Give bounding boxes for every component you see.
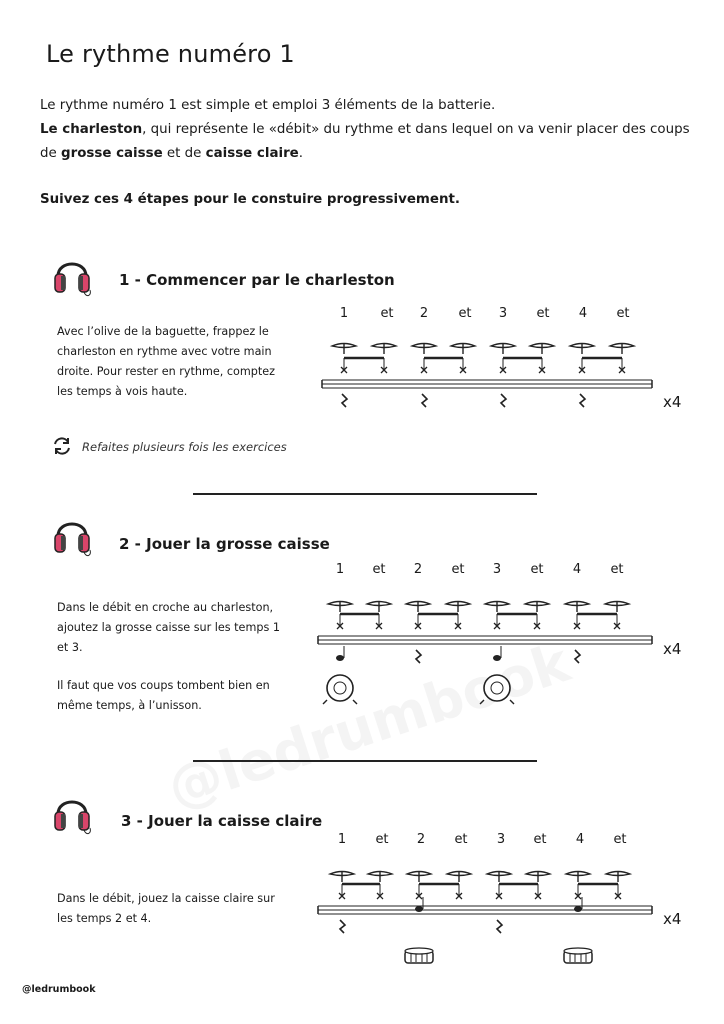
count-label: 1 xyxy=(337,832,347,847)
count-label: 4 xyxy=(578,306,588,321)
intro-grosse-caisse: grosse caisse xyxy=(61,146,163,161)
count-label: 4 xyxy=(572,562,582,577)
intro-caisse-claire: caisse claire xyxy=(205,146,299,161)
count-label: et xyxy=(372,562,386,577)
snare-note xyxy=(574,906,582,912)
quarter-rest xyxy=(342,394,347,407)
headphones-icon xyxy=(52,512,92,558)
intro-end: . xyxy=(298,146,304,161)
intro-line1: Le rythme numéro 1 est simple et emploi 3 éléments de la batterie. xyxy=(40,98,496,113)
count-label: et xyxy=(458,306,472,321)
snare-drum-head xyxy=(564,948,592,954)
count-label: 3 xyxy=(498,306,508,321)
staff-group xyxy=(318,872,652,964)
bass-drum-head xyxy=(334,682,346,694)
bass-note xyxy=(336,655,344,661)
count-label: et xyxy=(610,562,624,577)
staff-group xyxy=(322,344,652,408)
bass-note xyxy=(493,655,501,661)
count-label: 2 xyxy=(419,306,429,321)
intro-charleston: Le charleston xyxy=(40,122,143,137)
count-label: 3 xyxy=(492,562,502,577)
divider-1 xyxy=(193,493,537,495)
count-label: et xyxy=(613,832,627,847)
steps-intro: Suivez ces 4 étapes pour le constuire progressivement. xyxy=(40,192,460,207)
intro-paragraph xyxy=(40,94,700,166)
section-3-notation xyxy=(0,0,1,1)
section-2-description xyxy=(57,598,287,734)
headphones-icon xyxy=(52,790,92,836)
snare-note xyxy=(415,906,423,912)
repeat-hint-text: Refaites plusieurs fois les exercices xyxy=(82,440,287,454)
footer-handle: @ledrumbook xyxy=(22,984,96,995)
count-label: et xyxy=(533,832,547,847)
refresh-icon xyxy=(52,436,72,456)
page-title: Le rythme numéro 1 xyxy=(46,40,295,68)
section-1-text: Avec l’olive de la baguette, frappez le charleston en rythme avec votre main droite. Pour rester en rythme, comptez les temps à vois haute. xyxy=(57,325,275,398)
count-label: et xyxy=(616,306,630,321)
count-label: et xyxy=(454,832,468,847)
headphones-icon xyxy=(52,252,92,298)
intro-line2: , qui représente le «débit» du rythme et dans lequel on va venir placer des coups de xyxy=(40,122,690,161)
count-label: 2 xyxy=(413,562,423,577)
section-3-text: Dans le débit, jouez la caisse claire sur les temps 2 et 4. xyxy=(57,892,275,925)
count-label: et xyxy=(375,832,389,847)
repeat-x4-3: x4 xyxy=(663,910,682,928)
section-3-description xyxy=(57,889,287,947)
staff-group xyxy=(318,602,652,705)
section-1-title: 1 - Commencer par le charleston xyxy=(119,271,395,289)
quarter-rest xyxy=(497,920,502,933)
quarter-rest xyxy=(580,394,585,407)
divider-2 xyxy=(193,760,537,762)
section-2-text-1: Dans le débit en croche au charleston, ajoutez la grosse caisse sur les temps 1 et 3. xyxy=(57,601,280,654)
repeat-x4-1: x4 xyxy=(663,393,682,411)
section-1-description xyxy=(57,322,279,420)
count-label: 3 xyxy=(496,832,506,847)
section-2-text-2: Il faut que vos coups tombent bien en même temps, à l’unisson. xyxy=(57,679,270,712)
section-3-title: 3 - Jouer la caisse claire xyxy=(121,812,323,830)
count-label: et xyxy=(530,562,544,577)
bass-drum-head xyxy=(491,682,503,694)
snare-drum-head xyxy=(405,948,433,954)
repeat-x4-2: x4 xyxy=(663,640,682,658)
intro-and: et de xyxy=(162,146,206,161)
count-label: 4 xyxy=(575,832,585,847)
count-label: et xyxy=(380,306,394,321)
quarter-rest xyxy=(422,394,427,407)
quarter-rest xyxy=(340,920,345,933)
count-label: et xyxy=(451,562,465,577)
count-label: et xyxy=(536,306,550,321)
section-2-title: 2 - Jouer la grosse caisse xyxy=(119,535,330,553)
bass-drum-leg xyxy=(323,700,327,704)
count-label: 1 xyxy=(339,306,349,321)
count-label: 2 xyxy=(416,832,426,847)
quarter-rest xyxy=(501,394,506,407)
count-label: 1 xyxy=(335,562,345,577)
quarter-rest xyxy=(575,650,580,663)
quarter-rest xyxy=(416,650,421,663)
